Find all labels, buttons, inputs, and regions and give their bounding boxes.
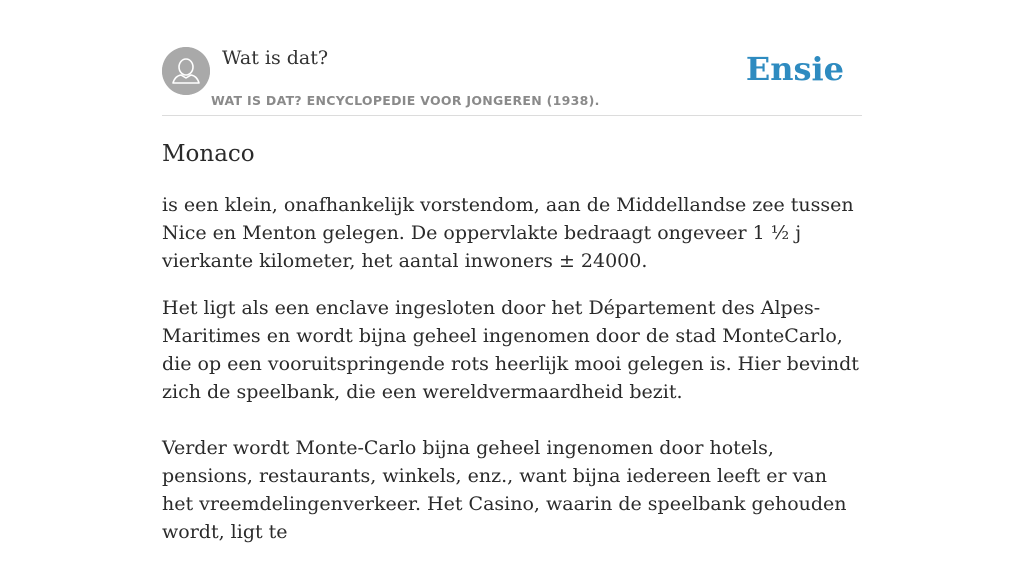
article-paragraph: Verder wordt Monte-Carlo bijna geheel ingenomen door hotels, pensions, restaurants, winkels, enz., want bijna iedereen leeft er van het vreemdelingenverkeer. Het Casino, waarin de speelbank gehouden wordt, ligt te: [162, 437, 847, 543]
article-paragraph: Het ligt als een enclave ingesloten door het Département des Alpes-Maritimes en wordt bijna geheel ingenomen door de stad MonteCarlo, die op een vooruitspringende rots heerlijk mooi gelegen is. Hier bevindt zich de speelbank, die een wereldvermaardheid bezit.: [162, 297, 859, 403]
source-title[interactable]: Wat is dat?: [222, 47, 329, 69]
source-subtitle[interactable]: WAT IS DAT? ENCYCLOPEDIE VOOR JONGEREN (1938).: [211, 93, 600, 108]
article-paragraph: is een klein, onafhankelijk vorstendom, aan de Middellandse zee tussen Nice en Menton gelegen. De oppervlakte bedraagt ongeveer 1 ½ j vierkante kilometer, het aantal inwoners ± 24000.: [162, 194, 854, 272]
ensie-logo[interactable]: Ensie: [745, 50, 844, 88]
user-silhouette-icon: [162, 47, 210, 95]
article-title: Monaco: [162, 141, 255, 167]
avatar[interactable]: [162, 47, 210, 95]
article-body: [162, 136, 862, 565]
source-header: [162, 40, 862, 116]
